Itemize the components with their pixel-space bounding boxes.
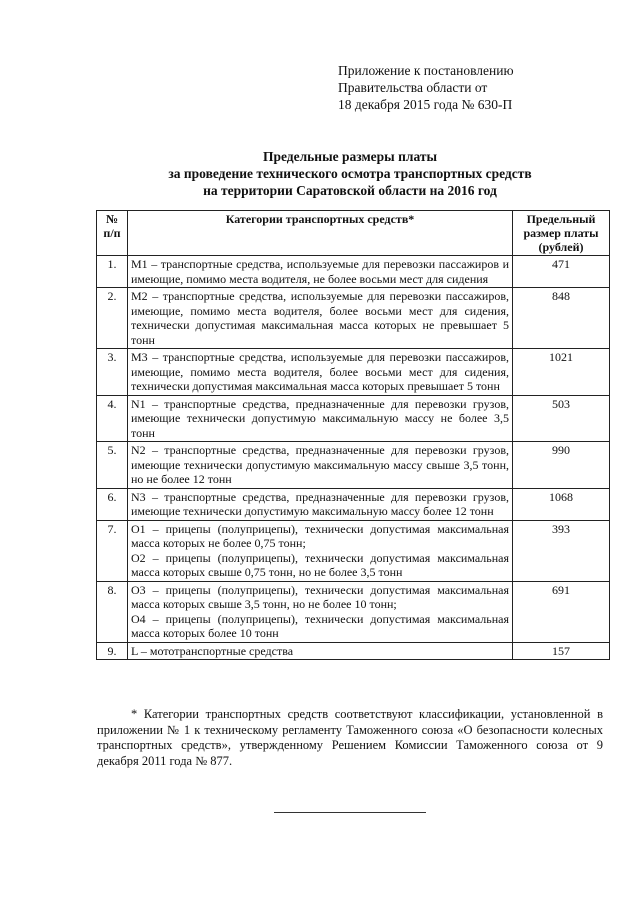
row-num: 7. (97, 520, 128, 581)
signature-line (274, 812, 426, 813)
row-num: 5. (97, 442, 128, 489)
category-line-o1: O1 – прицепы (полуприцепы), технически допустимая максимальная масса которых не более 0,75 тонн; (131, 521, 509, 550)
document-title (60, 148, 640, 199)
row-category: L – мототранспортные средства (128, 642, 513, 660)
footnote: * Категории транспортных средств соответствуют классификации, установленной в приложении № 1 к техническому регламенту Таможенного союза «О безопасности колесных транспортных средств», утвержденному Решением Комиссии Таможенного союза от 9 декабря 2011 года № 877. (97, 707, 603, 768)
row-category (128, 581, 513, 642)
header-num: № п/п (97, 211, 128, 256)
table-row (97, 395, 610, 442)
row-num: 3. (97, 349, 128, 396)
row-fee: 990 (513, 442, 610, 489)
row-category (128, 520, 513, 581)
table-row (97, 488, 610, 520)
header-category: Категории транспортных средств* (128, 211, 513, 256)
table-row (97, 581, 610, 642)
header-fee: Предельный размер платы (рублей) (513, 211, 610, 256)
table-row (97, 256, 610, 288)
row-category: М2 – транспортные средства, используемые для перевозки пассажиров, имеющие, помимо места водителя, более восьми мест для сидения, технически допустимая максимальная масса которых не превышает 5 тонн (128, 288, 513, 349)
row-num: 1. (97, 256, 128, 288)
row-num: 8. (97, 581, 128, 642)
row-category: N1 – транспортные средства, предназначенные для перевозки грузов, имеющие технически допустимую максимальную массу не более 3,5 тонн (128, 395, 513, 442)
category-line-o4: O4 – прицепы (полуприцепы), технически допустимая максимальная масса которых более 10 тонн (131, 611, 509, 640)
category-line-o3: O3 – прицепы (полуприцепы), технически допустимая максимальная масса которых свыше 3,5 тонн, но не более 10 тонн; (131, 582, 509, 611)
category-line-o2: O2 – прицепы (полуприцепы), технически допустимая максимальная масса которых свыше 0,75 тонн, но не более 3,5 тонн (131, 550, 509, 579)
row-fee: 691 (513, 581, 610, 642)
row-fee: 848 (513, 288, 610, 349)
row-category: М3 – транспортные средства, используемые для перевозки пассажиров, имеющие, помимо места водителя, более восьми мест для сидения, технически допустимая максимальная масса которых превышает 5 тонн (128, 349, 513, 396)
appendix-header (338, 62, 514, 113)
table-header-row (97, 211, 610, 256)
title-line-3: на территории Саратовской области на 2016 год (203, 183, 497, 198)
table-row (97, 442, 610, 489)
row-fee: 1068 (513, 488, 610, 520)
title-line-2: за проведение технического осмотра транспортных средств (168, 166, 532, 181)
row-num: 4. (97, 395, 128, 442)
row-category: N2 – транспортные средства, предназначенные для перевозки грузов, имеющие технически допустимую максимальную массу свыше 3,5 тонн, но не более 12 тонн (128, 442, 513, 489)
row-num: 6. (97, 488, 128, 520)
appendix-line-1: Приложение к постановлению (338, 63, 514, 78)
row-fee: 471 (513, 256, 610, 288)
table-row (97, 288, 610, 349)
row-num: 9. (97, 642, 128, 660)
row-category: N3 – транспортные средства, предназначенные для перевозки грузов, имеющие технически допустимую максимальную массу более 12 тонн (128, 488, 513, 520)
table-row (97, 520, 610, 581)
row-fee: 393 (513, 520, 610, 581)
row-fee: 503 (513, 395, 610, 442)
table-row (97, 642, 610, 660)
title-line-1: Предельные размеры платы (262, 149, 438, 164)
row-category: М1 – транспортные средства, используемые для перевозки пассажиров и имеющие, помимо места водителя, не более восьми мест для сидения (128, 256, 513, 288)
appendix-line-2: Правительства области от (338, 80, 488, 95)
row-num: 2. (97, 288, 128, 349)
row-fee: 157 (513, 642, 610, 660)
row-fee: 1021 (513, 349, 610, 396)
appendix-line-3: 18 декабря 2015 года № 630-П (338, 97, 513, 112)
fees-table (96, 210, 610, 660)
table-row (97, 349, 610, 396)
